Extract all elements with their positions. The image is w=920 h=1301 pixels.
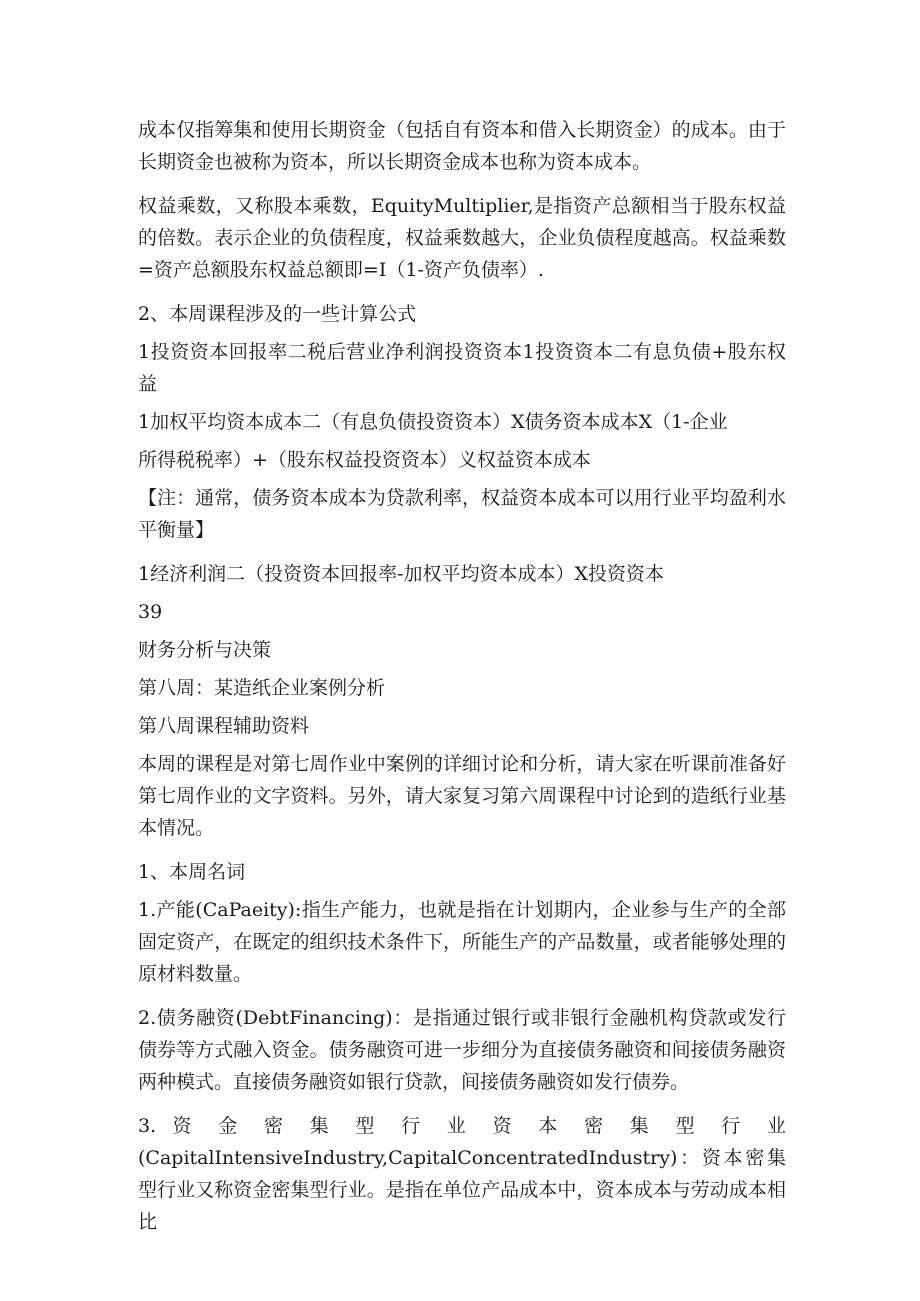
paragraph-week-intro: 本周的课程是对第七周作业中案例的详细讨论和分析，请大家在听课前准备好第七周作业的文字资料。另外，请大家复习第六周课程中讨论到的造纸行业基本情况。	[138, 753, 786, 839]
formula-wacc-line1: 1加权平均资本成本二（有息负债投资资本）X债务资本成本X（1-企业	[138, 411, 728, 433]
paragraph-capital-cost: 成本仅指筹集和使用长期资金（包括自有资本和借入长期资金）的成本。由于长期资金也被称为资本，所以长期资金成本也称为资本成本。	[138, 119, 786, 173]
week-materials-heading: 第八周课程辅助资料	[138, 715, 310, 737]
term-capital-intensive-body: (CapitalIntensiveIndustry,CapitalConcentratedIndustry)：资本密集型行业又称资金密集型行业。是指在单位产品成本中，资本成本与劳动成本相比	[138, 1147, 786, 1233]
page-number: 39	[138, 601, 163, 623]
term-capital-intensive-heading: 3. 资 金 密 集 型 行 业 资 本 密 集 型 行 业	[138, 1115, 786, 1137]
document-page	[138, 114, 786, 1250]
term-debt-financing: 2.债务融资(DebtFinancing)：是指通过银行或非银行金融机构贷款或发行债券等方式融入资金。债务融资可进一步细分为直接债务融资和间接债务融资两种模式。直接债务融资如银行贷款，间接债务融资如发行债券。	[138, 1007, 786, 1093]
note-paragraph: 【注：通常，债务资本成本为贷款利率，权益资本成本可以用行业平均盈利水平衡量】	[138, 487, 786, 541]
term-capacity: 1.产能(CaPaeity):指生产能力，也就是指在计划期内，企业参与生产的全部固定资产，在既定的组织技术条件下，所能生产的产品数量，或者能够处理的原材料数量。	[138, 899, 786, 985]
week-title: 第八周：某造纸企业案例分析	[138, 677, 386, 699]
course-title: 财务分析与决策	[138, 639, 272, 661]
formula-roic: 1投资资本回报率二税后营业净利润投资资本1投资资本二有息负债+股东权益	[138, 341, 786, 395]
section-heading-terms: 1、本周名词	[138, 861, 246, 883]
paragraph-equity-multiplier: 权益乘数，又称股本乘数，EquityMultiplier,是指资产总额相当于股东权益的倍数。表示企业的负债程度，权益乘数越大，企业负债程度越高。权益乘数=资产总额股东权益总额即=I（1-资产负债率）.	[138, 195, 786, 281]
section-heading-formulas: 2、本周课程涉及的一些计算公式	[138, 303, 417, 325]
formula-economic-profit: 1经济利润二（投资资本回报率-加权平均资本成本）X投资资本	[138, 563, 665, 585]
formula-wacc-line2: 所得税税率）+（股东权益投资资本）义权益资本成本	[138, 449, 591, 471]
